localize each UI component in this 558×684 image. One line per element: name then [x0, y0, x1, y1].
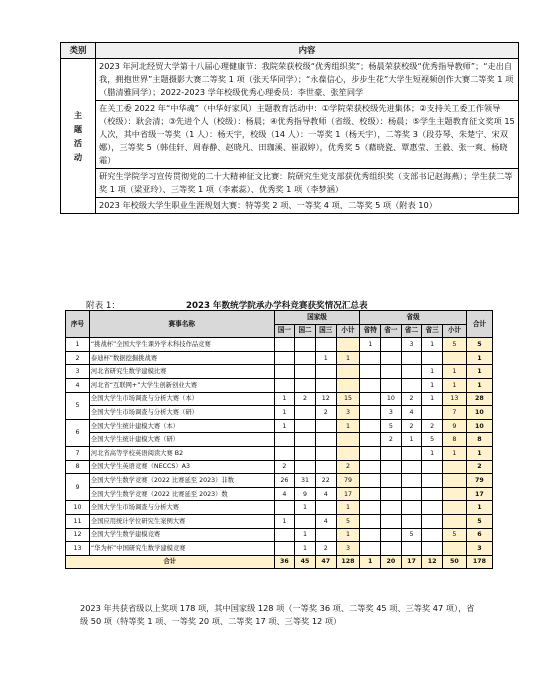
- row-total-cell: 17: [466, 487, 492, 501]
- header-nat-col: 小计: [336, 324, 360, 338]
- seq-cell: 3: [66, 365, 90, 379]
- national-cell: [315, 446, 336, 460]
- national-cell: [295, 446, 316, 460]
- row-total-cell: 10: [466, 406, 492, 420]
- provincial-cell: [360, 460, 381, 474]
- provincial-cell: 2: [401, 392, 422, 406]
- event-name-cell: 全国大学生数学竞赛（2022 比赛延至 2023）数: [89, 487, 274, 501]
- header-prov-col: 省二: [401, 324, 422, 338]
- row-total-cell: 1: [466, 501, 492, 515]
- header-nat-col: 国二: [295, 324, 316, 338]
- provincial-cell: [381, 351, 402, 365]
- provincial-cell: [381, 365, 402, 379]
- national-cell: [295, 514, 316, 528]
- provincial-cell: [381, 338, 402, 352]
- activities-header-row: [61, 43, 519, 59]
- seq-cell: 6: [66, 419, 90, 446]
- provincial-cell: [360, 474, 381, 488]
- seq-cell: 2: [66, 351, 90, 365]
- event-name-cell: 全国大学生数学建模竞赛: [89, 528, 274, 542]
- provincial-subtotal-cell: [442, 351, 466, 365]
- provincial-cell: [381, 378, 402, 392]
- row-total-cell: 10: [466, 419, 492, 433]
- provincial-cell: 1: [360, 338, 381, 352]
- national-cell: 1: [274, 392, 295, 406]
- national-subtotal-cell: [336, 365, 360, 379]
- seq-cell: 10: [66, 501, 90, 515]
- seq-cell: 8: [66, 460, 90, 474]
- national-cell: 4: [315, 514, 336, 528]
- header-nat-col: 国一: [274, 324, 295, 338]
- provincial-subtotal-cell: 8: [442, 433, 466, 447]
- national-cell: [315, 419, 336, 433]
- national-cell: [295, 365, 316, 379]
- row-total-cell: 5: [466, 514, 492, 528]
- seq-cell: 13: [66, 542, 90, 556]
- provincial-cell: 10: [381, 392, 402, 406]
- provincial-cell: 2: [422, 419, 443, 433]
- award-table-body: [66, 338, 493, 556]
- activity-text: 在关工委 2022 年“中华魂”（中华好家风）主题教育活动中：①学院荣获校级先进集体；②支持关工委工作领导（校级）：耿会清；③先进个人（校级）：杨晨；④优秀指导教师（省级、校级）：杨晨；⑤学生主题教育征文奖项 15 人次，其中省级一等奖（1 人）：杨天宇，校级（14 人）：一等奖 1（杨天宇），二等奖 3（段芬琴、朱楚宁、宋双娜），三等奖 5（韩佳轩、周春静、赵晓凡、田珈溪、崔淑婷），优秀奖 5（藉晓瓷、覃惠莹、王毅、张一爽、杨晓霜）: [96, 101, 519, 169]
- header-prov-col: 省三: [422, 324, 443, 338]
- national-subtotal-cell: 3: [336, 406, 360, 420]
- national-cell: [295, 419, 316, 433]
- national-cell: [315, 528, 336, 542]
- row-total-cell: 8: [466, 433, 492, 447]
- provincial-subtotal-cell: 1: [442, 365, 466, 379]
- seq-cell: 11: [66, 514, 90, 528]
- provincial-cell: [360, 433, 381, 447]
- total-cell: 20: [381, 555, 402, 569]
- provincial-subtotal-cell: [442, 514, 466, 528]
- event-name-cell: 河北省“互联网+”大学生创新创业大赛: [89, 378, 274, 392]
- seq-cell: 12: [66, 528, 90, 542]
- national-subtotal-cell: 1: [336, 351, 360, 365]
- event-name-cell: 全国大学生统计建模大赛（研）: [89, 433, 274, 447]
- national-subtotal-cell: 1: [336, 528, 360, 542]
- national-cell: [274, 501, 295, 515]
- provincial-cell: [401, 351, 422, 365]
- provincial-cell: [381, 514, 402, 528]
- header-content: 内容: [96, 43, 519, 59]
- national-cell: 2: [315, 542, 336, 556]
- header-nat-col: 国三: [315, 324, 336, 338]
- national-cell: 1: [295, 501, 316, 515]
- provincial-subtotal-cell: [442, 460, 466, 474]
- category-label: 主题活动: [73, 110, 83, 162]
- header-category: 类别: [61, 43, 96, 59]
- header-seq: 序号: [66, 311, 90, 338]
- seq-cell: 7: [66, 446, 90, 460]
- header-prov-col: 省特: [360, 324, 381, 338]
- event-name-cell: 全国大学生英语竞赛（NECCS）A3: [89, 460, 274, 474]
- activities-table: [60, 42, 519, 214]
- header-national: 国家级: [274, 311, 360, 325]
- national-cell: 31: [295, 474, 316, 488]
- provincial-cell: 1: [422, 365, 443, 379]
- provincial-cell: [381, 474, 402, 488]
- national-cell: 4: [274, 487, 295, 501]
- national-cell: 12: [315, 392, 336, 406]
- caption-label: 附表 1：: [86, 301, 120, 311]
- provincial-subtotal-cell: 5: [442, 338, 466, 352]
- provincial-cell: 1: [422, 392, 443, 406]
- total-cell: 1: [360, 555, 381, 569]
- total-cell: 50: [442, 555, 466, 569]
- provincial-cell: [381, 528, 402, 542]
- national-cell: [295, 351, 316, 365]
- provincial-cell: 1: [422, 338, 443, 352]
- event-name-cell: 泰迪杯”数据挖掘挑战赛: [89, 351, 274, 365]
- header-prov-col: 小计: [442, 324, 466, 338]
- national-cell: [274, 528, 295, 542]
- event-name-cell: 全国大学生数学竞赛（2022 比赛延至 2023）非数: [89, 474, 274, 488]
- table-row: [66, 514, 493, 528]
- table-row: [66, 528, 493, 542]
- national-subtotal-cell: [336, 446, 360, 460]
- national-cell: [315, 365, 336, 379]
- table-row: [66, 460, 493, 474]
- provincial-cell: [360, 528, 381, 542]
- event-name-cell: 河北省研究生数学建模比赛: [89, 365, 274, 379]
- national-subtotal-cell: 3: [336, 542, 360, 556]
- provincial-cell: 4: [401, 406, 422, 420]
- provincial-cell: 5: [381, 419, 402, 433]
- national-cell: [295, 406, 316, 420]
- caption-title: 2023 年数统学院承办学科竞赛获奖情况汇总表: [186, 301, 368, 311]
- national-cell: [315, 433, 336, 447]
- national-cell: [295, 460, 316, 474]
- row-total-cell: 6: [466, 528, 492, 542]
- header-prov-col: 省一: [381, 324, 402, 338]
- provincial-cell: [360, 392, 381, 406]
- provincial-cell: [360, 514, 381, 528]
- provincial-cell: 2: [381, 433, 402, 447]
- national-subtotal-cell: 1: [336, 501, 360, 515]
- table-row: [66, 487, 493, 501]
- provincial-subtotal-cell: 7: [442, 406, 466, 420]
- activity-text: 2023 年河北经贸大学第十八届心理健康节：我院荣获校级“优秀组织奖”；杨晨荣获校级“优秀指导教师”；“走出自我，拥抱世界”主题摄影大赛二等奖 1 项（张天华同学）；“永葆信心，步步生花”大学生短视频创作大赛二等奖 1 项（腊清雅同学）；2022-2023 学年校级优秀心理委员：李世豪、张笙同学: [96, 59, 519, 101]
- provincial-cell: [401, 378, 422, 392]
- activity-text: 2023 年校级大学生职业生涯规划大赛：特等奖 2 项、一等奖 4 项、二等奖 5 项（附表 10）: [96, 198, 519, 214]
- table-row: [66, 338, 493, 352]
- national-subtotal-cell: [336, 433, 360, 447]
- national-subtotal-cell: 17: [336, 487, 360, 501]
- provincial-cell: [360, 419, 381, 433]
- provincial-subtotal-cell: [442, 487, 466, 501]
- provincial-subtotal-cell: [442, 474, 466, 488]
- event-name-cell: 全国大学生市场调查与分析大赛: [89, 501, 274, 515]
- event-name-cell: 全国应用统计学位研究生案例大赛: [89, 514, 274, 528]
- table-row: [66, 392, 493, 406]
- row-total-cell: 2: [466, 460, 492, 474]
- total-cell: 36: [274, 555, 295, 569]
- national-subtotal-cell: [336, 378, 360, 392]
- row-total-cell: 1: [466, 378, 492, 392]
- national-cell: [274, 351, 295, 365]
- provincial-subtotal-cell: 1: [442, 378, 466, 392]
- table-row: [66, 542, 493, 556]
- provincial-cell: [401, 460, 422, 474]
- total-cell: 178: [466, 555, 492, 569]
- provincial-cell: [422, 460, 443, 474]
- row-total-cell: 1: [466, 351, 492, 365]
- activity-row: [61, 101, 519, 169]
- event-name-cell: 全国大学生市场调查与分析大赛（本）: [89, 392, 274, 406]
- national-subtotal-cell: 5: [336, 514, 360, 528]
- national-cell: [274, 365, 295, 379]
- provincial-cell: [422, 528, 443, 542]
- national-cell: [274, 378, 295, 392]
- row-total-cell: 79: [466, 474, 492, 488]
- seq-cell: 4: [66, 378, 90, 392]
- total-cell: 17: [401, 555, 422, 569]
- provincial-subtotal-cell: [442, 542, 466, 556]
- total-cell: 45: [295, 555, 316, 569]
- provincial-cell: [422, 514, 443, 528]
- provincial-cell: 1: [401, 433, 422, 447]
- national-subtotal-cell: 79: [336, 474, 360, 488]
- provincial-cell: [360, 365, 381, 379]
- seq-cell: 1: [66, 338, 90, 352]
- activity-row: [61, 198, 519, 214]
- national-cell: 1: [274, 406, 295, 420]
- provincial-cell: [401, 446, 422, 460]
- provincial-cell: 1: [422, 378, 443, 392]
- national-cell: 1: [295, 542, 316, 556]
- provincial-cell: [401, 474, 422, 488]
- provincial-cell: [401, 514, 422, 528]
- provincial-cell: [360, 542, 381, 556]
- event-name-cell: 全国大学生市场调查与分析大赛（研）: [89, 406, 274, 420]
- national-cell: 1: [274, 419, 295, 433]
- table-row: [66, 406, 493, 420]
- activity-row: [61, 59, 519, 101]
- provincial-cell: [422, 501, 443, 515]
- national-cell: 26: [274, 474, 295, 488]
- provincial-subtotal-cell: [442, 501, 466, 515]
- provincial-subtotal-cell: 5: [442, 528, 466, 542]
- provincial-cell: [422, 406, 443, 420]
- header-total: 合计: [466, 311, 492, 338]
- provincial-cell: [401, 487, 422, 501]
- total-cell: 47: [315, 555, 336, 569]
- provincial-cell: [381, 487, 402, 501]
- total-cell: 12: [422, 555, 443, 569]
- national-cell: 22: [315, 474, 336, 488]
- provincial-cell: [422, 487, 443, 501]
- summary-paragraph: 2023 年共获省级以上奖项 178 项，其中国家级 128 项（一等奖 36 项、二等奖 45 项、三等奖 47 项），省级 50 项（特等奖 1 项、一等奖 20 项、二等奖 17 项、三等奖 12 项）: [80, 603, 475, 626]
- category-cell: [61, 59, 96, 214]
- table-row: [66, 378, 493, 392]
- national-cell: [315, 338, 336, 352]
- total-label: 合计: [66, 555, 275, 569]
- provincial-cell: [360, 378, 381, 392]
- table-row: [66, 365, 493, 379]
- national-cell: [315, 501, 336, 515]
- national-cell: 1: [295, 528, 316, 542]
- provincial-cell: [360, 487, 381, 501]
- national-cell: [295, 338, 316, 352]
- provincial-cell: 3: [401, 338, 422, 352]
- national-cell: [295, 433, 316, 447]
- national-cell: 2: [274, 460, 295, 474]
- row-total-cell: 1: [466, 446, 492, 460]
- table-row: [66, 474, 493, 488]
- total-row: [66, 555, 493, 569]
- provincial-cell: [422, 474, 443, 488]
- provincial-cell: 2: [401, 419, 422, 433]
- seq-cell: 5: [66, 392, 90, 419]
- row-total-cell: 28: [466, 392, 492, 406]
- table-row: [66, 433, 493, 447]
- provincial-cell: [360, 446, 381, 460]
- national-cell: [315, 378, 336, 392]
- total-cell: 128: [336, 555, 360, 569]
- provincial-cell: 3: [381, 406, 402, 420]
- national-cell: [274, 446, 295, 460]
- national-cell: 2: [315, 406, 336, 420]
- national-cell: [274, 542, 295, 556]
- national-cell: [295, 378, 316, 392]
- table-row: [66, 419, 493, 433]
- provincial-cell: [401, 365, 422, 379]
- provincial-cell: [401, 501, 422, 515]
- national-cell: [315, 460, 336, 474]
- award-header-row: [66, 311, 493, 325]
- row-total-cell: 3: [466, 542, 492, 556]
- provincial-cell: [422, 542, 443, 556]
- provincial-cell: [381, 501, 402, 515]
- header-event-name: 赛事名称: [89, 311, 274, 338]
- provincial-cell: [360, 351, 381, 365]
- national-subtotal-cell: 2: [336, 460, 360, 474]
- provincial-cell: [381, 542, 402, 556]
- national-cell: 4: [315, 487, 336, 501]
- provincial-cell: 5: [401, 528, 422, 542]
- national-subtotal-cell: [336, 338, 360, 352]
- event-name-cell: “华为杯”中国研究生数学建模竞赛: [89, 542, 274, 556]
- row-total-cell: 5: [466, 338, 492, 352]
- provincial-cell: 5: [422, 433, 443, 447]
- provincial-cell: 1: [422, 446, 443, 460]
- national-cell: 1: [315, 351, 336, 365]
- national-subtotal-cell: 15: [336, 392, 360, 406]
- table-row: [66, 351, 493, 365]
- award-table: [65, 310, 493, 569]
- table-row: [66, 501, 493, 515]
- national-cell: 1: [274, 514, 295, 528]
- national-cell: [274, 338, 295, 352]
- event-name-cell: 全国大学生统计建模大赛（本）: [89, 419, 274, 433]
- national-cell: [274, 433, 295, 447]
- row-total-cell: 1: [466, 365, 492, 379]
- provincial-cell: [381, 446, 402, 460]
- event-name-cell: 河北省高等学校英语阅读大赛 B2: [89, 446, 274, 460]
- provincial-cell: [381, 460, 402, 474]
- activity-text: 研究生学院学习宣传贯彻党的二十大精神征文比赛：院研究生党支部获优秀组织奖（支部书记赵海燕）；学生获二等奖 1 项（梁亚玲）、三等奖 1 项（李素蕊）、优秀奖 1 项（李梦涵）: [96, 169, 519, 198]
- provincial-cell: [360, 406, 381, 420]
- provincial-cell: [360, 501, 381, 515]
- provincial-subtotal-cell: 13: [442, 392, 466, 406]
- activity-row: [61, 169, 519, 198]
- provincial-subtotal-cell: 9: [442, 419, 466, 433]
- national-cell: 2: [295, 392, 316, 406]
- provincial-cell: [401, 542, 422, 556]
- provincial-subtotal-cell: 1: [442, 446, 466, 460]
- provincial-cell: [422, 351, 443, 365]
- national-cell: 9: [295, 487, 316, 501]
- seq-cell: 9: [66, 474, 90, 501]
- table-row: [66, 446, 493, 460]
- national-subtotal-cell: 1: [336, 419, 360, 433]
- header-provincial: 省级: [360, 311, 466, 325]
- event-name-cell: “挑战杯”全国大学生课外学术科技作品竞赛: [89, 338, 274, 352]
